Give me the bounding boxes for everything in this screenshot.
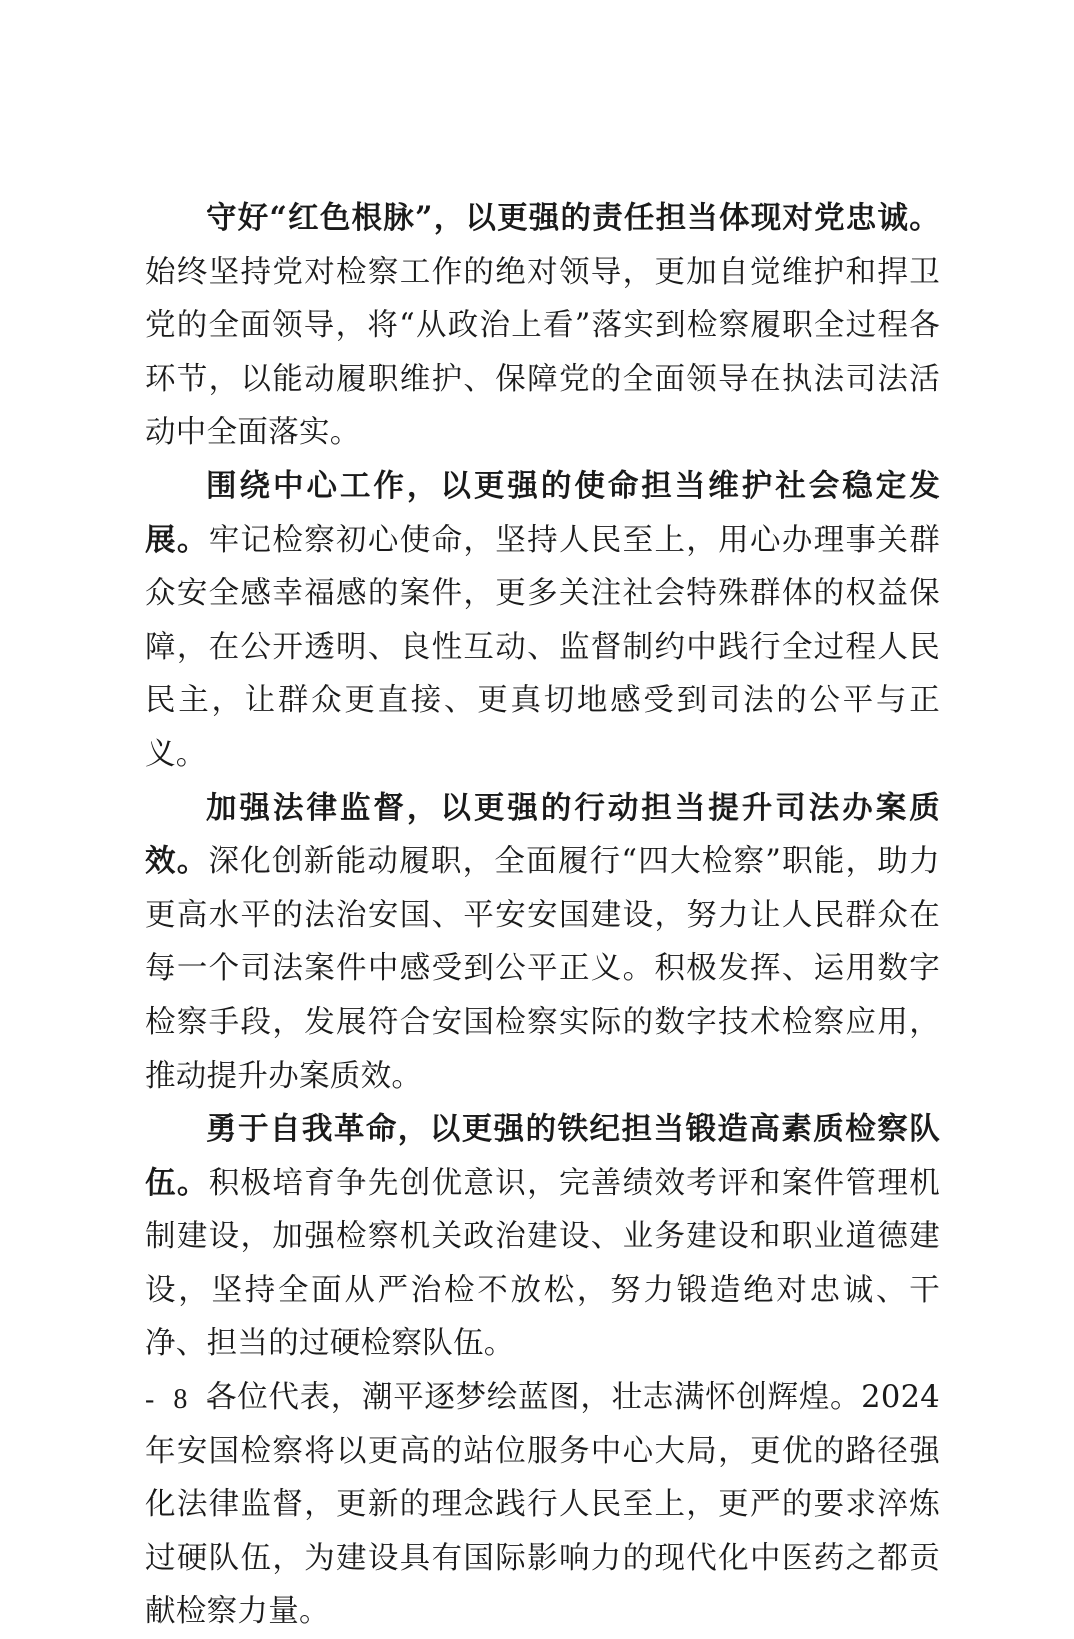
paragraph-text: 始终坚持党对检察工作的绝对领导，更加自觉维护和捍卫党的全面领导，将“从政治上看”落实到检察履职全过程各环节，以能动履职维护、保障党的全面领导在执法司法活动中全面落实。 — [145, 254, 940, 451]
paragraph-lead: 加强法律监督，以更强的行动担当提升司法办案质效。 — [145, 789, 940, 880]
document-body — [145, 192, 940, 1639]
paragraph-lead: 勇于自我革命，以更强的铁纪担当锻造高素质检察队伍。 — [145, 1111, 940, 1201]
paragraph-text: 积极培育争先创优意识，完善绩效考评和案件管理机制建设，加强检察机关政治建设、业务建设和职业道德建设，坚持全面从严治检不放松，努力锻造绝对忠诚、干净、担当的过硬检察队伍。 — [145, 1165, 940, 1362]
paragraph-text: 各位代表，潮平逐梦绘蓝图，壮志满怀创辉煌。2024年安国检察将以更高的站位服务中心大局，更优的路径强化法律监督，更新的理念践行人民至上，更严的要求淬炼过硬队伍，为建设具有国际影响力的现代化中医药之都贡献检察力量。 — [145, 1380, 940, 1630]
paragraph-red-roots — [145, 192, 940, 460]
paragraph-central-work — [145, 460, 940, 782]
paragraph-text: 牢记检察初心使命，坚持人民至上，用心办理事关群众安全感幸福感的案件，更多关注社会特殊群体的权益保障，在公开透明、良性互动、监督制约中践行全过程人民民主，让群众更直接、更真切地感受到司法的公平与正义。 — [145, 522, 940, 772]
paragraph-closing — [145, 1371, 940, 1639]
paragraph-lead: 围绕中心工作，以更强的使命担当维护社会稳定发展。 — [145, 467, 940, 558]
paragraph-self-revolution — [145, 1103, 940, 1371]
paragraph-legal-supervision — [145, 782, 940, 1104]
page-number: - 8 - — [145, 1384, 222, 1415]
paragraph-lead: 守好“红色根脉”，以更强的责任担当体现对党忠诚。 — [206, 200, 940, 236]
paragraph-text: 深化创新能动履职，全面履行“四大检察”职能，助力更高水平的法治安国、平安安国建设，努力让人民群众在每一个司法案件中感受到公平正义。积极发挥、运用数字检察手段，发展符合安国检察实际的数字技术检察应用，推动提升办案质效。 — [145, 844, 940, 1094]
